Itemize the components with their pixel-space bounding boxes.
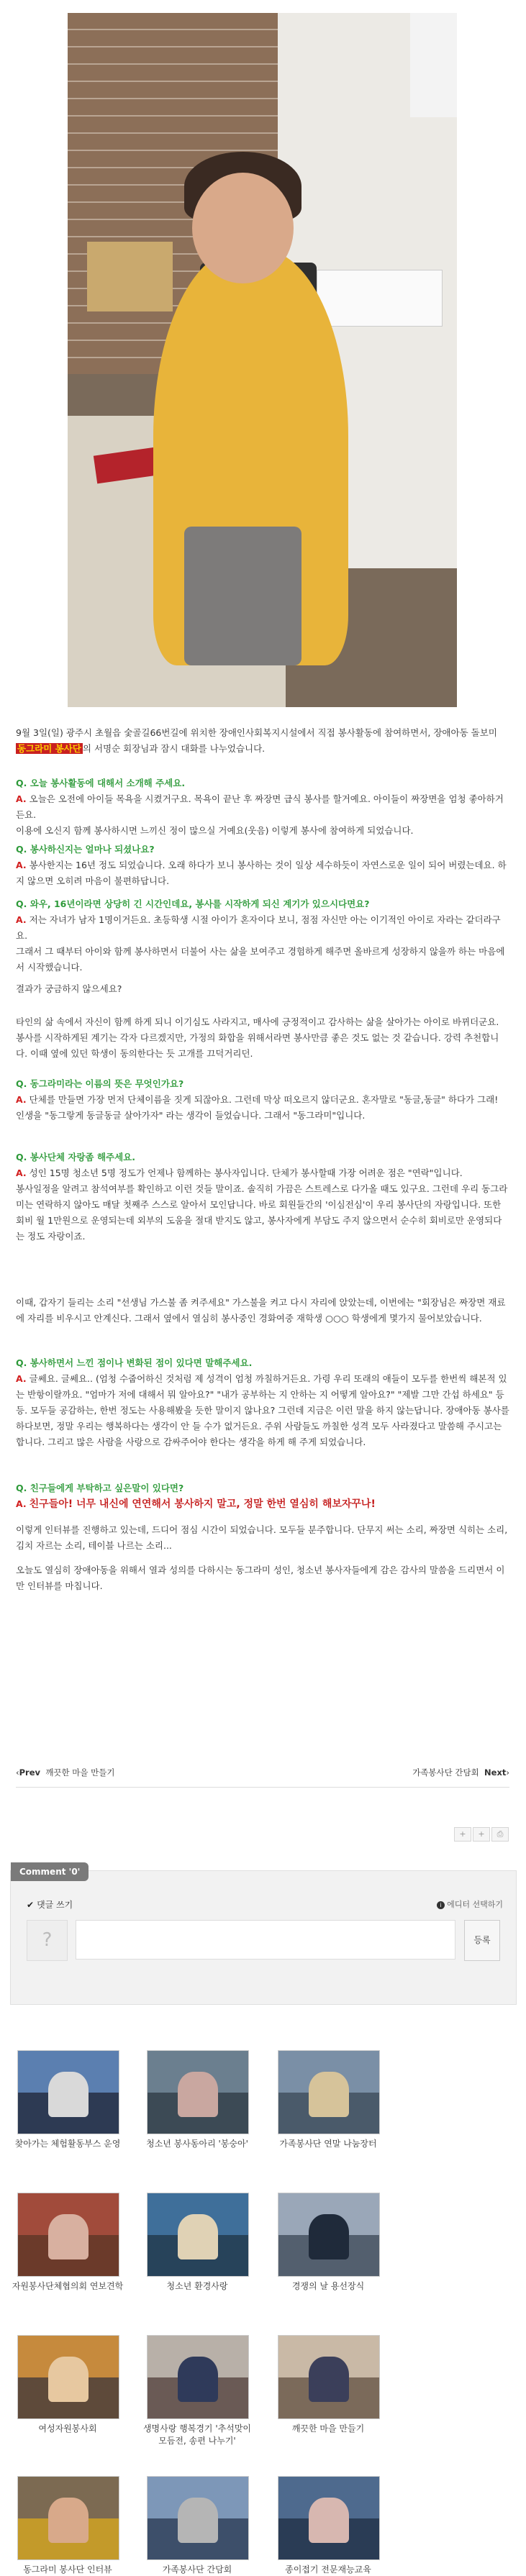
- gallery-caption[interactable]: 청소년 봉사동아리 '봉숭아': [146, 2139, 248, 2149]
- qa-4: Q. 동그라미라는 이름의 뜻은 무엇인가요? A. 단체를 만들면 가장 먼저 단체이름을 짓게 되잖아요. 그런데 막상 떠오르지 않더군요. 혼자말로 "동글,동글" 하다가 그래! 인생을 "동그랗게 동글동글 살아가자" 라는 생각이 들었습니다. 그래서 "동그라미"입니다.: [16, 1076, 509, 1124]
- gallery-caption[interactable]: 생명사랑 행복경기 '추석맞이 모듬전, 송편 나누기': [142, 2423, 252, 2446]
- check-icon: ✔: [27, 1900, 35, 1910]
- gallery-thumbnail[interactable]: [147, 2476, 249, 2560]
- qa-5: Q. 봉사단체 자랑좀 해주세요. A. 성인 15명 청소년 5명 정도가 언제나 함께하는 봉사자입니다. 단체가 봉사할때 가장 어려운 점은 "연락"입니다. 봉사일정을 알려고 참석여부를 확인하고 이런 것들 말이죠. 솔직히 가끔은 스트레스로 다가올 때도 있구요. 그런데 우리 동그라미는 연락하지 않아도 매달 첫째주 스스로 알아서 모인답니다. 바로 회원들간의 '이심전심'이 우리 봉사단의 자랑입니다. 또한 회비 월 1만원으로 운영되는데 외부의 도움을 절대 받지도 않고, 봉사자에게 부담도 주지 않으면서 순수히 회비로만 운영되다는 정도 자랑이죠.: [16, 1150, 509, 1244]
- gallery-thumbnail[interactable]: [17, 2476, 119, 2560]
- print-icon[interactable]: ⎙: [491, 1827, 509, 1842]
- answer-label: A.: [16, 1168, 27, 1178]
- answer-label: A.: [16, 793, 27, 804]
- gallery-thumbnail[interactable]: [278, 2476, 380, 2560]
- question: Q. 친구들에게 부탁하고 싶은말이 있다면?: [16, 1483, 184, 1493]
- gallery-caption[interactable]: 청소년 환경사랑: [166, 2281, 228, 2291]
- article-photo: [68, 13, 457, 707]
- question: Q. 봉사하신지는 얼마나 되셨나요?: [16, 844, 155, 855]
- gallery-thumbnail[interactable]: [17, 2050, 119, 2134]
- gallery-caption[interactable]: 여성자원봉사회: [38, 2423, 97, 2434]
- share-buttons: [454, 1827, 509, 1842]
- qa-7: Q. 친구들에게 부탁하고 싶은말이 있다면? A. 친구들아! 너무 내신에 연연해서 봉사하지 말고, 정말 한번 열심히 해보자꾸나!: [16, 1480, 509, 1512]
- post-navigation: [16, 1767, 509, 1781]
- gallery-caption[interactable]: 경쟁의 날 용선장식: [291, 2281, 365, 2291]
- question: Q. 와우, 16년이라면 상당히 긴 시간인데요, 봉사를 시작하게 되신 계기가 있으시다면요?: [16, 898, 370, 909]
- answer-label: A.: [16, 1094, 27, 1105]
- answer-label: A.: [16, 860, 27, 870]
- qa-6: Q. 봉사하면서 느낀 점이나 변화된 점이 있다면 말해주세요. A. 글쎄요. 글쎄요.. (엄청 수줍어하신 것처럼 제 성격이 엄청 까칠하거든요. 가령 우리 또래의 애들이 모두를 한번씩 해본적 있는 반항이랄까요. "엄마가 저에 대해서 뭐 알아요?" "내가 공부하는 지 안하는 지 어떻게 알아요?" "제발 그만 간섭 하세요" 등 등. 모두들 공감하는, 한번 정도는 사용해봤을 듯한 말이지 않나요? 그런데 지금은 이런 말을 하지 않는답니다. 장애아동 봉사를 하다보면, 정말 우리는 행복하다는 생각이 안 들 수가 없거든요. 주위 사람들도 까칠한 성격 모두 사라졌다고 말씀해 주시고는 합니다. 그리고 많은 사람을 사랑으로 감싸주어야 한다는 생각을 하게 해 주게 되었습니다.: [16, 1355, 509, 1450]
- next-post-link[interactable]: 가족봉사단 간담회 Next›: [412, 1767, 509, 1778]
- question: Q. 봉사하면서 느낀 점이나 변화된 점이 있다면 말해주세요.: [16, 1357, 253, 1368]
- gallery-thumbnail[interactable]: [147, 2050, 249, 2134]
- team-name-highlight: 동그라미 봉사단: [17, 743, 81, 754]
- gallery-thumbnail[interactable]: [17, 2193, 119, 2277]
- question: Q. 동그라미라는 이름의 뜻은 무엇인가요?: [16, 1078, 184, 1089]
- avatar: ?: [27, 1920, 68, 1961]
- paragraph: 타인의 삶 속에서 자신이 함께 하게 되니 이기심도 사라지고, 매사에 긍정적이고 감사하는 삶을 살아가는 아이로 바뀌더군요. 봉사를 시작하게된 계기는 각자 다르겠지만, 가정의 화합을 위해서라면 봉사만큼 좋은 것도 없는 것 같습니다. 강력 추천합니다. 이때 옆에 있던 학생이 동의한다는 듯 고개를 끄덕거리던.: [16, 1016, 499, 1059]
- qa-1: Q. 오늘 봉사활동에 대해서 소개해 주세요. A. 오늘은 오전에 아이들 목욕을 시켰거구요. 목욕이 끝난 후 짜장면 급식 봉사를 할거예요. 아이들이 짜장면을 엄청 좋아하거든요. 이용에 오신지 함께 봉사하시면 느끼신 정이 많으실 거예요(웃음) 이렇게 봉사에 참여하게 되었습니다.: [16, 775, 509, 839]
- answer-label: A.: [16, 1498, 27, 1509]
- comment-write-toggle[interactable]: ✔ 댓글 쓰기: [27, 1900, 73, 1910]
- gallery-thumbnail[interactable]: [278, 2193, 380, 2277]
- info-icon: i: [437, 1901, 445, 1909]
- gallery-thumbnail[interactable]: [17, 2335, 119, 2419]
- comment-section: [10, 1867, 517, 2005]
- qa-2: Q. 봉사하신지는 얼마나 되셨나요? A. 봉사한지는 16년 정도 되었습니다. 오래 하다가 보니 봉사하는 것이 일상 세수하듯이 자연스로운 일이 되어 버렸는데요. 하지 않으면 오히려 마음이 불편하답니다.: [16, 842, 509, 889]
- outro-2: 오늘도 열심히 장애아동을 위해서 열과 성의를 다하시는 동그라미 성인, 청소년 봉사자들에게 감은 감사의 말씀을 드리면서 이만 인터뷰를 마칩니다.: [16, 1565, 505, 1591]
- gallery-thumbnail[interactable]: [147, 2335, 249, 2419]
- comment-count-tab: Comment '0': [11, 1862, 89, 1881]
- outro-1: 이렇게 인터뷰를 진행하고 있는데, 드디어 점심 시간이 되었습니다. 모두들 분주합니다. 단무지 써는 소리, 짜장면 식히는 소리, 김치 자르는 소리, 테이블 나르는 소리...: [16, 1524, 508, 1551]
- gallery-caption[interactable]: 자원봉사단체협의회 연보견학: [12, 2281, 124, 2291]
- gallery-thumbnail[interactable]: [278, 2335, 380, 2419]
- share-button-2[interactable]: +: [473, 1827, 490, 1842]
- share-button-1[interactable]: +: [454, 1827, 471, 1842]
- qa-3: Q. 와우, 16년이라면 상당히 긴 시간인데요, 봉사를 시작하게 되신 계기가 있으시다면요? A. 저는 자녀가 남자 1명이거든요. 초등학생 시절 아이가 혼자이다 보니, 점점 자신만 아는 이기적인 아이로 자라는 같더라구요. 그래서 그 때부터 아이와 함께 봉사하면서 더불어 사는 삶을 보여주고 경험하게 해주면 올바르게 성장하지 않을까 하는 마음에서 시작했습니다.: [16, 896, 509, 975]
- gallery-caption[interactable]: 가족봉사단 간담회: [162, 2564, 232, 2575]
- comment-textarea[interactable]: [76, 1920, 455, 1960]
- gallery-caption[interactable]: 동그라미 봉사단 인터뷰: [23, 2564, 112, 2575]
- gallery-thumbnail[interactable]: [147, 2193, 249, 2277]
- gallery-caption[interactable]: 찾아가는 체험활동부스 운영: [14, 2139, 121, 2149]
- answer-label: A.: [16, 1373, 27, 1384]
- prev-post-link[interactable]: ‹Prev 깨끗한 마을 만들기: [16, 1767, 115, 1778]
- submit-button[interactable]: 등록: [464, 1920, 500, 1961]
- answer-label: A.: [16, 914, 27, 925]
- gallery-caption[interactable]: 깨끗한 마을 만들기: [291, 2423, 365, 2434]
- editor-select-link[interactable]: i 에디터 선택하기: [437, 1898, 503, 1910]
- question: Q. 오늘 봉사활동에 대해서 소개해 주세요.: [16, 778, 186, 788]
- divider: [16, 1787, 509, 1788]
- paragraph: 결과가 궁금하지 않으세요?: [16, 983, 122, 994]
- gallery-caption[interactable]: 종이접기 전문재능교육: [285, 2564, 371, 2575]
- gallery-thumbnail[interactable]: [278, 2050, 380, 2134]
- article-intro: 9월 3일(일) 광주시 초월읍 숯골길66번길에 위치한 장애인사회복지시설에서 직접 봉사활동에 참여하면서, 장애아동 돌보미 동그라미 봉사단 의 서명순 회장님과 잠시 대화를 나누었습니다.: [16, 727, 497, 754]
- gallery-caption[interactable]: 가족봉사단 연말 나눔장터: [279, 2139, 377, 2149]
- paragraph: 이때, 갑자기 들리는 소리 "선생님 가스불 좀 켜주세요" 가스불을 켜고 다시 자리에 앉았는데, 이번에는 "회장님은 짜장면 재료에 자리를 비우시고 안계신다. 그래서 옆에서 열심히 봉사중인 경화여중 재학생 ○○○ 학생에게 몇가지 물어보았습니다.: [16, 1297, 506, 1324]
- question: Q. 봉사단체 자랑좀 해주세요.: [16, 1152, 136, 1162]
